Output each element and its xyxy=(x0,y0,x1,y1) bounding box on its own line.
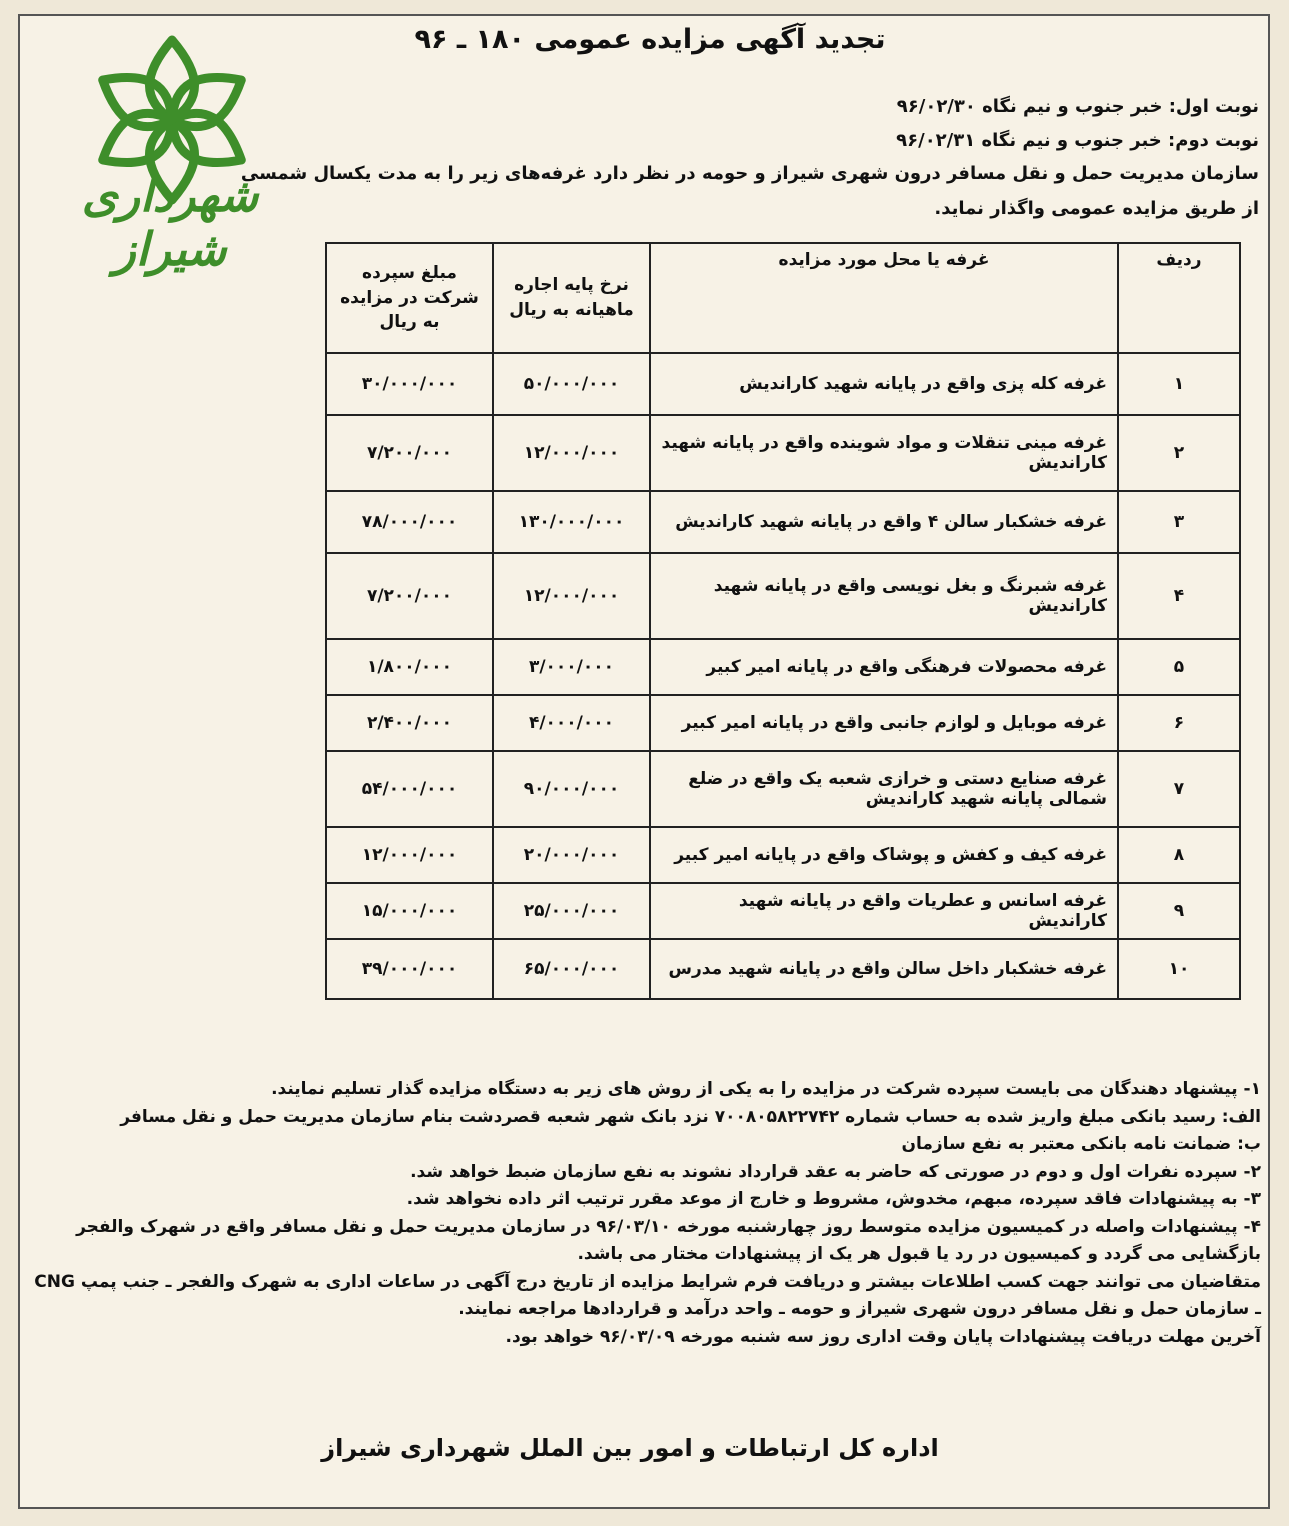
row-place: غرفه محصولات فرهنگی واقع در پایانه امیر کبیر xyxy=(650,639,1118,695)
row-number: ۵ xyxy=(1118,639,1240,695)
row-place: غرفه مینی تنقلات و مواد شوینده واقع در پایانه شهید کاراندیش xyxy=(650,415,1118,491)
note-line: بازگشایی می گردد و کمیسیون در رد یا قبول هر یک از پیشنهادات مختار می باشد. xyxy=(577,1244,1261,1264)
row-deposit: ۷/۲۰۰/۰۰۰ xyxy=(326,553,493,639)
auction-table xyxy=(325,242,1241,1000)
first-notice: نوبت اول: خبر جنوب و نیم نگاه ۹۶/۰۲/۳۰ xyxy=(896,96,1259,117)
row-number: ۲ xyxy=(1118,415,1240,491)
header-place: غرفه یا محل مورد مزایده xyxy=(650,243,1118,353)
row-place: غرفه موبایل و لوازم جانبی واقع در پایانه امیر کبیر xyxy=(650,695,1118,751)
row-deposit: ۵۴/۰۰۰/۰۰۰ xyxy=(326,751,493,827)
table-row xyxy=(326,491,1240,553)
row-deposit: ۲/۴۰۰/۰۰۰ xyxy=(326,695,493,751)
table-row xyxy=(326,827,1240,883)
note-line: ب: ضمانت نامه بانکی معتبر به نفع سازمان xyxy=(901,1134,1261,1154)
row-rent: ۲۰/۰۰۰/۰۰۰ xyxy=(493,827,650,883)
row-place: غرفه اسانس و عطریات واقع در پایانه شهید کاراندیش xyxy=(650,883,1118,939)
logo-text: شهرداری شیراز xyxy=(81,168,259,276)
notes xyxy=(31,1076,1261,1351)
row-deposit: ۱۲/۰۰۰/۰۰۰ xyxy=(326,827,493,883)
note-line: ۲- سپرده نفرات اول و دوم در صورتی که حاضر به عقد قرارداد نشوند به نفع سازمان ضبط خواهد شد. xyxy=(410,1161,1261,1182)
row-deposit: ۷۸/۰۰۰/۰۰۰ xyxy=(326,491,493,553)
row-number: ۶ xyxy=(1118,695,1240,751)
header-rent: نرخ پایه اجاره ماهیانه به ریال xyxy=(493,243,650,353)
note-line: ۴- پیشنهادات واصله در کمیسیون مزایده متوسط روز چهارشنبه مورخه ۹۶/۰۳/۱۰ در سازمان مدیریت حمل و نقل مسافر واقع در شهرک والفجر xyxy=(76,1216,1261,1237)
header-deposit: مبلغ سپرده شرکت در مزایده به ریال xyxy=(326,243,493,353)
note-line: الف: رسید بانکی مبلغ واریز شده به حساب شماره ۷۰۰۸۰۵۸۲۲۷۴۲ نزد بانک شهر شعبه قصردشت بنام سازمان مدیریت حمل و نقل مسافر xyxy=(120,1106,1261,1127)
table-row xyxy=(326,353,1240,415)
row-rent: ۲۵/۰۰۰/۰۰۰ xyxy=(493,883,650,939)
row-place: غرفه خشکبار سالن ۴ واقع در پایانه شهید کاراندیش xyxy=(650,491,1118,553)
intro-line-2: از طریق مزایده عمومی واگذار نماید. xyxy=(934,198,1259,219)
row-number: ۸ xyxy=(1118,827,1240,883)
intro-line-1: سازمان مدیریت حمل و نقل مسافر درون شهری شیراز و حومه در نظر دارد غرفه‌های زیر را به مدت یکسال شمسی xyxy=(240,163,1259,184)
row-rent: ۱۳۰/۰۰۰/۰۰۰ xyxy=(493,491,650,553)
row-rent: ۹۰/۰۰۰/۰۰۰ xyxy=(493,751,650,827)
row-number: ۳ xyxy=(1118,491,1240,553)
row-place: غرفه صنایع دستی و خرازی شعبه یک واقع در ضلع شمالی پایانه شهید کاراندیش xyxy=(650,751,1118,827)
row-rent: ۶۵/۰۰۰/۰۰۰ xyxy=(493,939,650,999)
row-deposit: ۳۰/۰۰۰/۰۰۰ xyxy=(326,353,493,415)
note-line: ـ سازمان حمل و نقل مسافر درون شهری شیراز و حومه ـ واحد درآمد و قراردادها مراجعه نمایند. xyxy=(458,1299,1261,1319)
note-line: ۳- به پیشنهادات فاقد سپرده، مبهم، مخدوش، مشروط و خارج از موعد مقرر ترتیب اثر داده نخواهد شد. xyxy=(406,1189,1261,1209)
row-deposit: ۱/۸۰۰/۰۰۰ xyxy=(326,639,493,695)
second-notice: نوبت دوم: خبر جنوب و نیم نگاه ۹۶/۰۲/۳۱ xyxy=(896,130,1259,151)
row-rent: ۱۲/۰۰۰/۰۰۰ xyxy=(493,553,650,639)
row-place: غرفه کیف و کفش و پوشاک واقع در پایانه امیر کبیر xyxy=(650,827,1118,883)
row-rent: ۴/۰۰۰/۰۰۰ xyxy=(493,695,650,751)
row-deposit: ۱۵/۰۰۰/۰۰۰ xyxy=(326,883,493,939)
row-number: ۷ xyxy=(1118,751,1240,827)
row-number: ۱ xyxy=(1118,353,1240,415)
row-rent: ۳/۰۰۰/۰۰۰ xyxy=(493,639,650,695)
table-header-row xyxy=(326,243,1240,353)
footer-signature: اداره کل ارتباطات و امور بین الملل شهرداری شیراز xyxy=(321,1434,939,1462)
note-line: ۱- پیشنهاد دهندگان می بایست سپرده شرکت در مزایده را به یکی از روش های زیر به دستگاه مزایده گذار تسلیم نمایند. xyxy=(271,1079,1261,1099)
table-row xyxy=(326,695,1240,751)
table-row xyxy=(326,883,1240,939)
note-line: متقاضیان می توانند جهت کسب اطلاعات بیشتر و دریافت فرم شرایط مزایده از تاریخ درج آگهی در ساعات اداری به شهرک والفجر ـ جنب پمپ CNG xyxy=(34,1271,1261,1292)
header-row-number: ردیف xyxy=(1118,243,1240,353)
row-place: غرفه کله پزی واقع در پایانه شهید کاراندیش xyxy=(650,353,1118,415)
note-line: آخرین مهلت دریافت پیشنهادات پایان وقت اداری روز سه شنبه مورخه ۹۶/۰۳/۰۹ خواهد بود. xyxy=(505,1326,1261,1347)
table-row xyxy=(326,939,1240,999)
row-place: غرفه خشکبار داخل سالن واقع در پایانه شهید مدرس xyxy=(650,939,1118,999)
row-rent: ۱۲/۰۰۰/۰۰۰ xyxy=(493,415,650,491)
row-number: ۴ xyxy=(1118,553,1240,639)
row-rent: ۵۰/۰۰۰/۰۰۰ xyxy=(493,353,650,415)
table-row xyxy=(326,639,1240,695)
row-number: ۱۰ xyxy=(1118,939,1240,999)
row-place: غرفه شبرنگ و بغل نویسی واقع در پایانه شهید کاراندیش xyxy=(650,553,1118,639)
table-row xyxy=(326,751,1240,827)
table-row xyxy=(326,553,1240,639)
row-deposit: ۳۹/۰۰۰/۰۰۰ xyxy=(326,939,493,999)
notice-title: تجدید آگهی مزایده عمومی ۱۸۰ ـ ۹۶ xyxy=(414,24,886,55)
table-row xyxy=(326,415,1240,491)
row-deposit: ۷/۲۰۰/۰۰۰ xyxy=(326,415,493,491)
row-number: ۹ xyxy=(1118,883,1240,939)
